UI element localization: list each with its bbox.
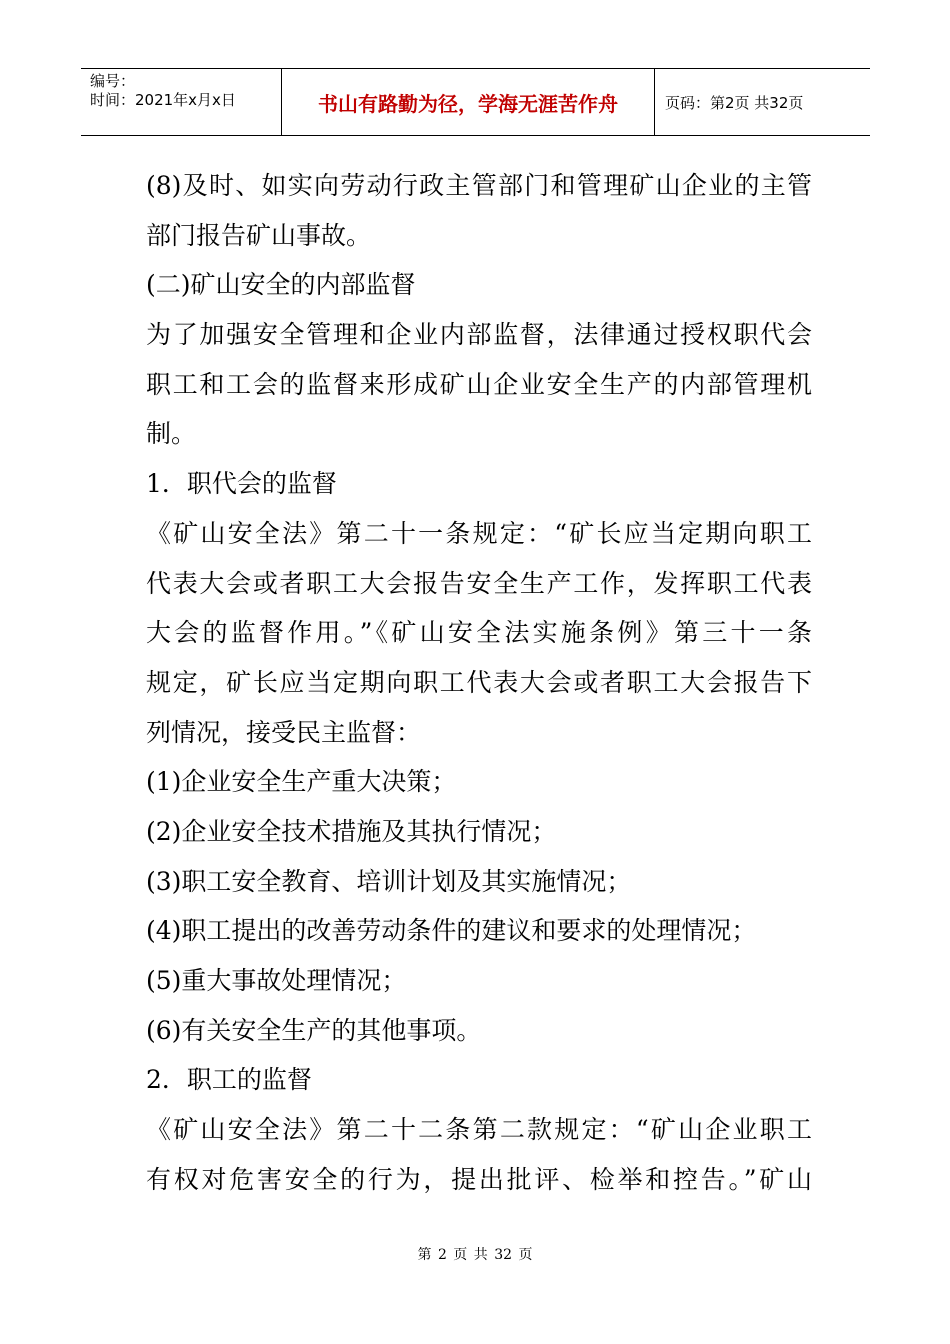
document-body xyxy=(146,161,812,1204)
body-line: 《矿山安全法》第二十二条第二款规定：“矿山企业职工 xyxy=(146,1115,812,1145)
body-line: (二)矿山安全的内部监督 xyxy=(146,270,416,300)
header-meta xyxy=(81,69,282,135)
body-line: (4)职工提出的改善劳动条件的建议和要求的处理情况； xyxy=(146,916,757,946)
body-line: 部门报告矿山事故。 xyxy=(146,220,372,250)
body-line: 2．职工的监督 xyxy=(146,1065,312,1095)
body-line: 《矿山安全法》第二十一条规定：“矿长应当定期向职工 xyxy=(146,518,812,548)
body-line: (8)及时、如实向劳动行政主管部门和管理矿山企业的主管 xyxy=(146,171,812,200)
body-line: 制。 xyxy=(146,419,197,449)
body-line: 有权对危害安全的行为，提出批评、检举和控告。”矿山 xyxy=(146,1164,812,1194)
page-footer: 第 2 页 共 32 页 xyxy=(417,1247,533,1263)
body-line: 职工和工会的监督来形成矿山企业安全生产的内部管理机 xyxy=(146,369,812,399)
header-motto: 书山有路勤为径，学海无涯苦作舟 xyxy=(282,69,655,135)
body-line: 1．职代会的监督 xyxy=(146,469,337,499)
body-line: 列情况，接受民主监督： xyxy=(146,717,422,747)
body-line: 大会的监督作用。”《矿山安全法实施条例》第三十一条 xyxy=(146,618,812,648)
body-line: (5)重大事故处理情况； xyxy=(146,966,407,995)
document-time-label: 时间：2021年x月x日 xyxy=(90,91,236,109)
body-line: (2)企业安全技术措施及其执行情况； xyxy=(146,816,557,846)
body-line: 为了加强安全管理和企业内部监督，法律通过授权职代会 xyxy=(146,320,812,350)
body-line: 代表大会或者职工大会报告安全生产工作，发挥职工代表 xyxy=(146,568,812,598)
body-line: (6)有关安全生产的其他事项。 xyxy=(146,1015,482,1045)
header-page-info: 页码：第2页 共32页 xyxy=(665,93,804,112)
body-line: 规定，矿长应当定期向职工代表大会或者职工大会报告下 xyxy=(146,667,812,697)
document-number-label: 编号： xyxy=(90,72,136,90)
body-line: (3)职工安全教育、培训计划及其实施情况； xyxy=(146,866,632,896)
body-line: (1)企业安全生产重大决策； xyxy=(146,767,457,797)
page-header xyxy=(81,68,870,136)
